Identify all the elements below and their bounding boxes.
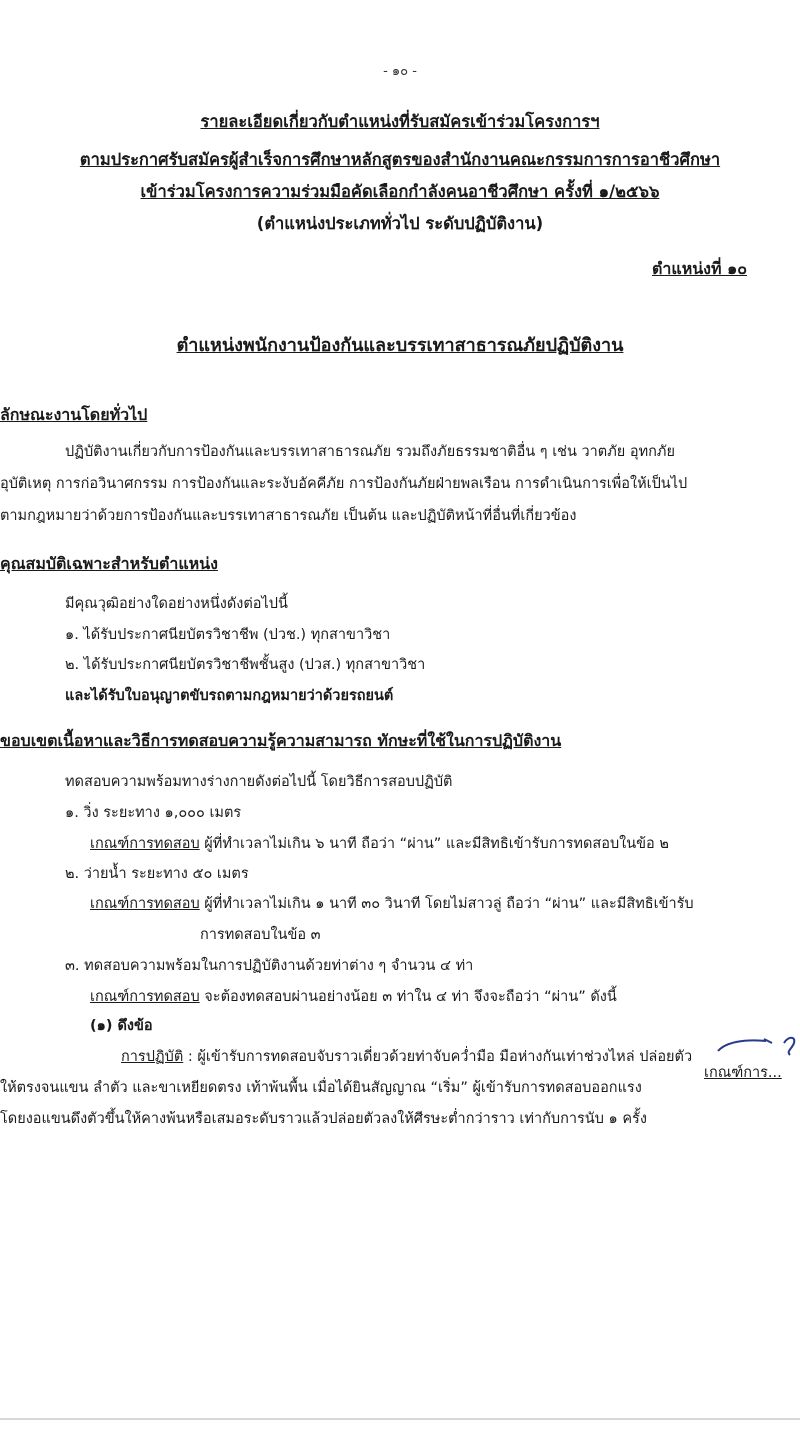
page-number: - ๑๐ - (383, 64, 417, 79)
bottom-divider (0, 1418, 800, 1420)
test-item-1-criteria (90, 834, 669, 854)
header-line-1: รายละเอียดเกี่ยวกับตำแหน่งที่รับสมัครเข้าร่วมโครงการฯ (200, 112, 600, 131)
section-test-heading: ขอบเขตเนื้อหาและวิธีการทดสอบความรู้ความสามารถ ทักษะที่ใช้ในการปฏิบัติงาน (0, 731, 562, 750)
header-line-3: เข้าร่วมโครงการความร่วมมือคัดเลือกกำลังคนอาชีวศึกษา ครั้งที่ ๑/๒๕๖๖ (140, 182, 660, 201)
position-title: ตำแหน่งพนักงานป้องกันและบรรเทาสาธารณภัยปฏิบัติงาน (176, 335, 624, 356)
sub-test-1-line-1 (121, 1047, 692, 1067)
section-general-heading: ลักษณะงานโดยทั่วไป (0, 405, 148, 424)
general-line-3: ตามกฎหมายว่าด้วยการป้องกันและบรรเทาสาธารณภัย เป็นต้น และปฏิบัติหน้าที่อื่นที่เกี่ยวข้อง (0, 508, 577, 524)
signature-mark (714, 1033, 800, 1057)
test-item-3-criteria (90, 987, 617, 1007)
criteria-label: เกณฑ์การทดสอบ (90, 896, 200, 912)
test-intro: ทดสอบความพร้อมทางร่างกายดังต่อไปนี้ โดยวิธีการสอบปฏิบัติ (65, 774, 453, 790)
header-line-4: (ตำแหน่งประเภททั่วไป ระดับปฏิบัติงาน) (256, 214, 544, 233)
sub-test-1-line-3: โดยงอแขนดึงตัวขึ้นให้คางพ้นหรือเสมอระดับราวแล้วปล่อยตัวลงให้ศีรษะต่ำกว่าราว เท่ากับการนับ ๑ ครั้ง (0, 1111, 647, 1127)
criteria-label: เกณฑ์การทดสอบ (90, 836, 200, 852)
criteria-text: จะต้องทดสอบผ่านอย่างน้อย ๓ ท่าใน ๔ ท่า จึงจะถือว่า “ผ่าน” ดังนี้ (199, 989, 617, 1005)
sub-test-1-title: (๑) ดึงข้อ (90, 1018, 153, 1034)
test-item-2-criteria-cont: การทดสอบในข้อ ๓ (200, 927, 321, 943)
practice-text: : ผู้เข้ารับการทดสอบจับราวเดี่ยวด้วยท่าจับคว่ำมือ มือห่างกันเท่าช่วงไหล่ ปล่อยตัว (183, 1049, 693, 1065)
criteria-text: ผู้ที่ทำเวลาไม่เกิน ๑ นาที ๓๐ วินาที โดยไม่สาวลู่ ถือว่า “ผ่าน” และมีสิทธิเข้ารับ (199, 896, 694, 912)
qualification-item-2: ๒. ได้รับประกาศนียบัตรวิชาชีพชั้นสูง (ปวส.) ทุกสาขาวิชา (65, 657, 426, 673)
test-item-3: ๓. ทดสอบความพร้อมในการปฏิบัติงานด้วยท่าต่าง ๆ จำนวน ๔ ท่า (65, 958, 474, 974)
qualifications-intro: มีคุณวุฒิอย่างใดอย่างหนึ่งดังต่อไปนี้ (65, 596, 288, 612)
header-line-2: ตามประกาศรับสมัครผู้สำเร็จการศึกษาหลักสูตรของสำนักงานคณะกรรมการการอาชีวศึกษา (79, 150, 721, 169)
criteria-label: เกณฑ์การทดสอบ (90, 989, 200, 1005)
test-item-2: ๒. ว่ายน้ำ ระยะทาง ๕๐ เมตร (65, 866, 249, 882)
sub-test-1-line-2: ให้ตรงจนแขน ลำตัว และขาเหยียดตรง เท้าพ้นพื้น เมื่อได้ยินสัญญาณ “เริ่ม” ผู้เข้ารับการทดสอบออกแรง (0, 1080, 642, 1096)
general-line-2: อุบัติเหตุ การก่อวินาศกรรม การป้องกันและระงับอัคคีภัย การป้องกันภัยฝ่ายพลเรือน การดำเนินการเพื่อให้เป็นไป (0, 476, 688, 492)
qualification-item-1: ๑. ได้รับประกาศนียบัตรวิชาชีพ (ปวช.) ทุกสาขาวิชา (65, 627, 391, 643)
test-item-2-criteria (90, 894, 694, 914)
test-item-1: ๑. วิ่ง ระยะทาง ๑,๐๐๐ เมตร (65, 805, 242, 821)
position-reference: ตำแหน่งที่ ๑๐ (652, 259, 748, 278)
license-requirement: และได้รับใบอนุญาตขับรถตามกฎหมายว่าด้วยรถยนต์ (65, 688, 394, 704)
general-line-1: ปฏิบัติงานเกี่ยวกับการป้องกันและบรรเทาสาธารณภัย รวมถึงภัยธรรมชาติอื่น ๆ เช่น วาตภัย อุทกภัย (65, 444, 675, 460)
practice-label: การปฏิบัติ (121, 1049, 184, 1065)
section-qualifications-heading: คุณสมบัติเฉพาะสำหรับตำแหน่ง (0, 554, 218, 573)
continuation-text: เกณฑ์การ... (704, 1065, 782, 1081)
criteria-text: ผู้ที่ทำเวลาไม่เกิน ๖ นาที ถือว่า “ผ่าน” และมีสิทธิเข้ารับการทดสอบในข้อ ๒ (199, 836, 669, 852)
